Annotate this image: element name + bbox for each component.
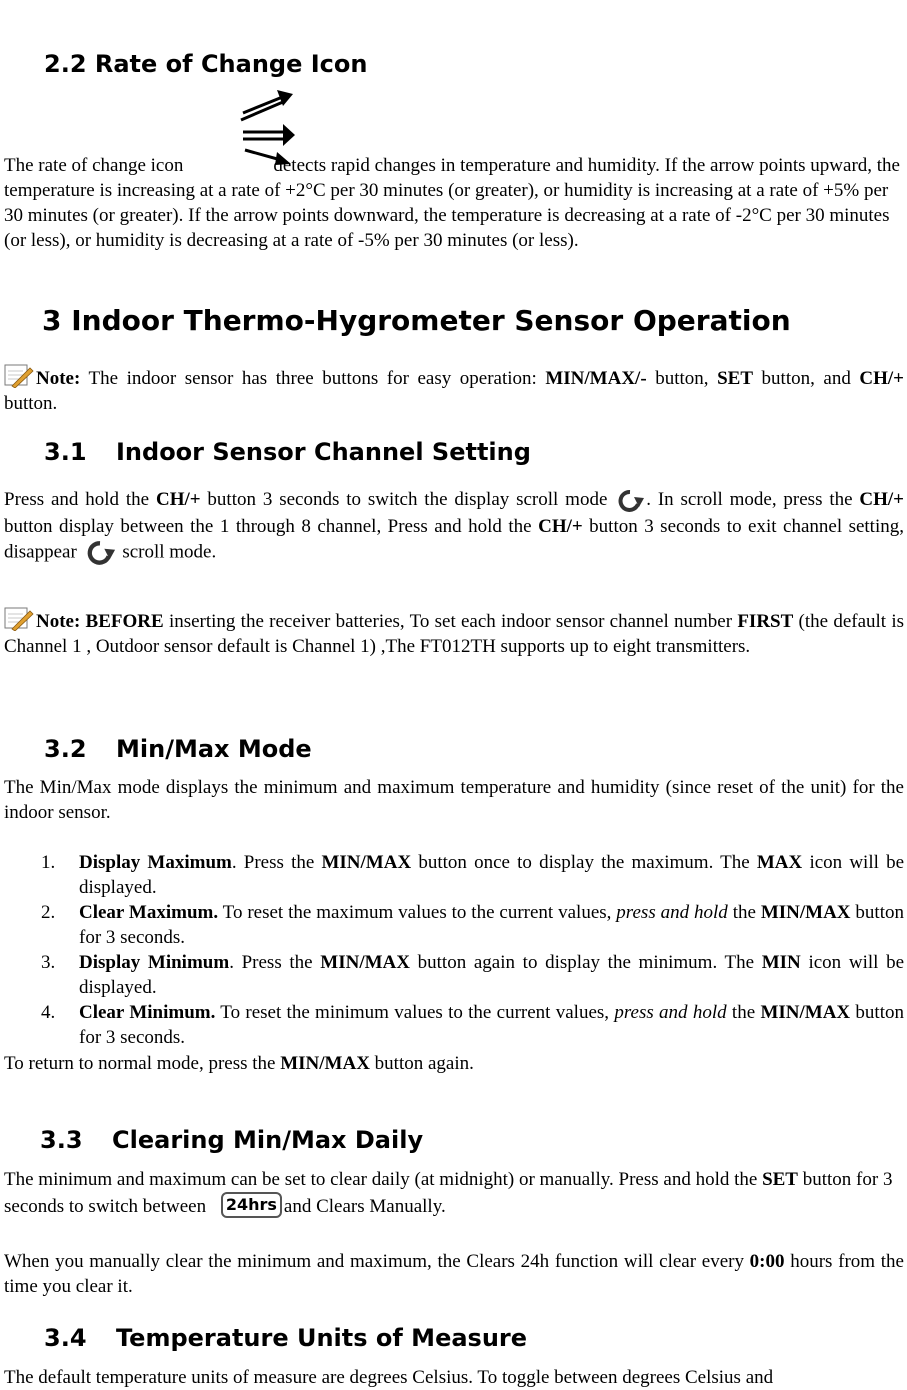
scroll-mode-icon [614, 488, 646, 514]
section-3-1-heading: 3.1 Indoor Sensor Channel Setting [44, 438, 531, 466]
note-icon [4, 607, 34, 631]
section-3-3-heading: 3.3 Clearing Min/Max Daily [40, 1126, 424, 1154]
min-max-steps-list [4, 850, 904, 1050]
list-item: 3. Display Minimum. Press the MIN/MAX button again to display the minimum. The MIN icon will be displayed. [41, 952, 904, 998]
note-label: Note: [36, 368, 81, 389]
section-3-heading: 3 Indoor Thermo-Hygrometer Sensor Operation [42, 304, 791, 337]
list-item: 4. Clear Minimum. To reset the minimum values to the current values, press and hold the MIN/MAX button for 3 seconds. [41, 1002, 904, 1048]
list-item: 1. Display Maximum. Press the MIN/MAX button once to display the maximum. The MAX icon will be displayed. [41, 852, 904, 898]
note-icon [4, 364, 34, 388]
section-3-1-note: Note: BEFORE inserting the receiver batteries, To set each indoor sensor channel number FIRST (the default is Channel 1 , Outdoor sensor default is Channel 1) ,The FT012TH supports up to eight transmitters. [4, 607, 904, 659]
section-2-2-heading: 2.2 Rate of Change Icon [44, 50, 368, 78]
rate-text-b: detects rapid changes in temperature and humidity. If the arrow points upward, the temperature is increasing at a rate of +2°C per 30 minutes (or greater), or humidity is increasing at a rate of +5% per 30 minutes (or greater). If the arrow points downward, the temperature is decreasing at a rate of -2°C per 30 minutes (or less), or humidity is decreasing at a rate of -5% per 30 minutes (or less). [4, 155, 900, 251]
list-item: 2. Clear Maximum. To reset the maximum values to the current values, press and hold the MIN/MAX button for 3 seconds. [41, 902, 904, 948]
section-3-3-text-2: When you manually clear the minimum and maximum, the Clears 24h function will clear every 0:00 hours from the time you clear it. [4, 1251, 904, 1297]
section-3-note: Note: The indoor sensor has three buttons for easy operation: MIN/MAX/- button, SET button, and CH/+ button. [4, 364, 904, 416]
section-3-2-intro: The Min/Max mode displays the minimum and maximum temperature and humidity (since reset of the unit) for the indoor sensor. [4, 777, 904, 823]
section-3-4-text: The default temperature units of measure are degrees Celsius. To toggle between degrees Celsius and [4, 1367, 774, 1388]
section-3-2-outro: To return to normal mode, press the MIN/MAX button again. [4, 1053, 474, 1074]
rate-text-a: The rate of change icon [4, 155, 184, 176]
section-2-2-text [4, 153, 904, 253]
24hrs-icon: 24hrs [221, 1192, 282, 1218]
section-3-2-heading: 3.2 Min/Max Mode [44, 735, 312, 763]
scroll-mode-icon [82, 539, 118, 567]
section-3-4-heading: 3.4 Temperature Units of Measure [44, 1324, 528, 1352]
section-3-1-text: Press and hold the CH/+ button 3 seconds to switch the display scroll mode . In scroll mode, press the CH/+ button display between the 1 through 8 channel, Press and hold the CH/+ button 3 seconds to exit channel setting, disappear scroll mode. [4, 487, 904, 567]
section-3-3-text: The minimum and maximum can be set to clear daily (at midnight) or manually. Press and hold the SET button for 3 seconds to switch between 24hrs and Clears Manually. [4, 1169, 893, 1217]
